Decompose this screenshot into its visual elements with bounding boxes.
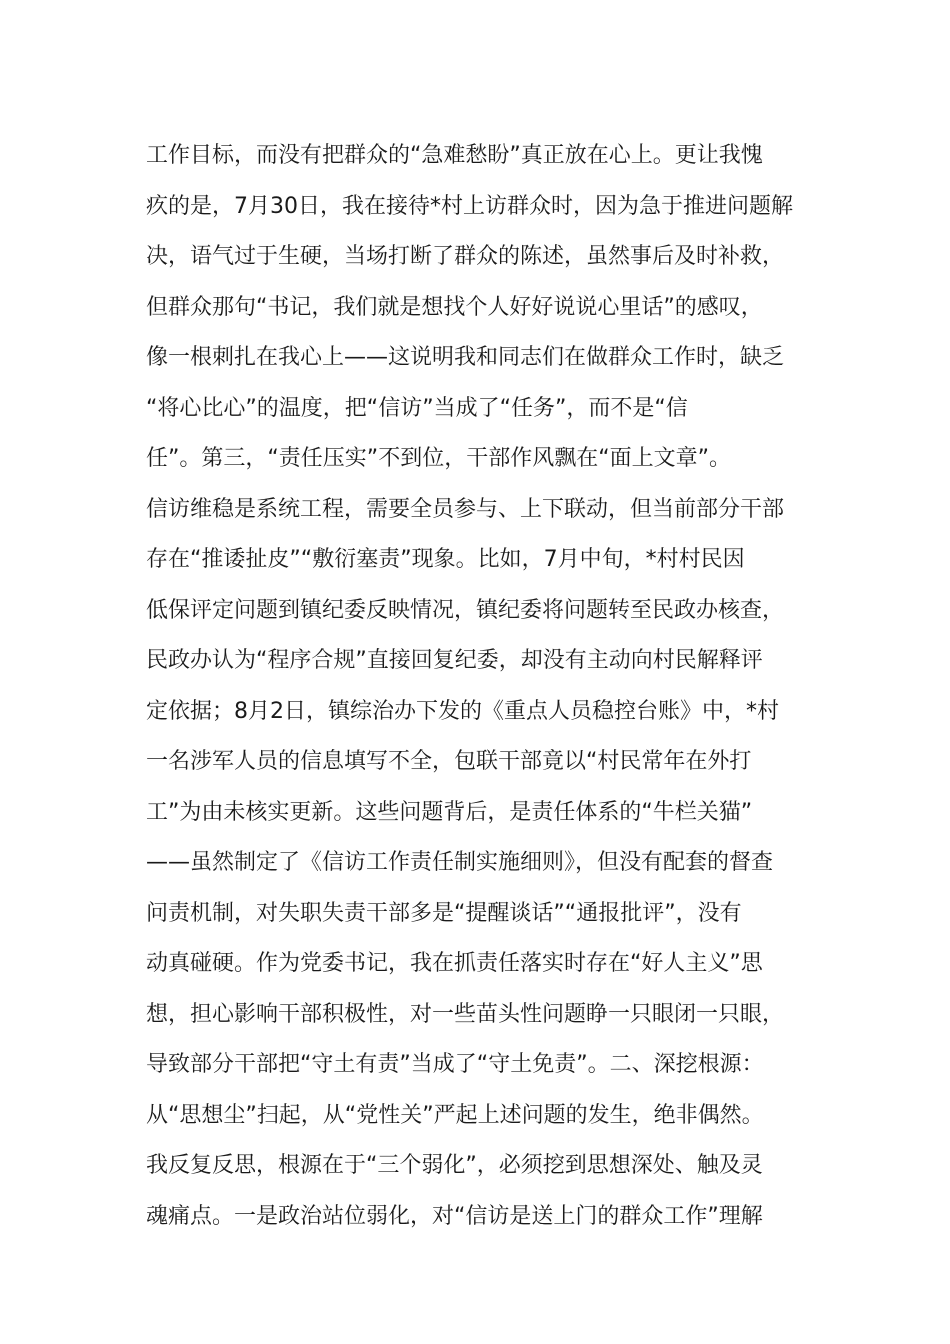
text-line: 从“思想尘”扫起，从“党性关”严起上述问题的发生，绝非偶然。	[146, 1102, 764, 1128]
text-line: 决，语气过于生硬，当场打断了群众的陈述，虽然事后及时补救，	[146, 244, 785, 269]
text-line: 工”为由未核实更新。这些问题背后，是责任体系的“牛栏关猫”	[146, 799, 753, 825]
text-line: ——虽然制定了《信访工作责任制实施细则》，但没有配套的督查	[146, 850, 774, 875]
text-line: 问责机制，对失职失责干部多是“提醒谈话”“通报批评”，没有	[146, 900, 742, 926]
text-line: 工作目标，而没有把群众的“急难愁盼”真正放在心上。更让我愧	[146, 143, 763, 168]
text-line: 低保评定问题到镇纪委反映情况，镇纪委将问题转至民政办核查，	[146, 597, 785, 623]
text-line: 像一根刺扎在我心上——这说明我和同志们在做群众工作时，缺乏	[146, 345, 785, 370]
text-line: 信访维稳是系统工程，需要全员参与、上下联动，但当前部分干部	[146, 496, 785, 522]
text-line: 定依据；8月2日，镇综治办下发的《重点人员稳控台账》中，*村	[146, 698, 779, 724]
body-text	[146, 131, 826, 1242]
text-line: 想，担心影响干部积极性，对一些苗头性问题睁一只眼闭一只眼，	[146, 1001, 785, 1027]
text-line: 存在“推诿扯皮”“敷衍塞责”现象。比如，7月中旬，*村村民因	[146, 547, 745, 572]
text-line: 任”。第三，“责任压实”不到位，干部作风飘在“面上文章”。	[146, 446, 731, 471]
text-line: 但群众那句“书记，我们就是想找个人好好说说心里话”的感叹，	[146, 294, 763, 320]
text-line: 疚的是，7月30日，我在接待*村上访群众时，因为急于推进问题解	[146, 193, 793, 219]
text-line: “将心比心”的温度，把“信访”当成了“任务”，而不是“信	[146, 395, 688, 421]
text-line: 民政办认为“程序合规”直接回复纪委，却没有主动向村民解释评	[146, 648, 763, 673]
text-line: 一名涉军人员的信息填写不全，包联干部竟以“村民常年在外打	[146, 749, 752, 774]
text-line: 魂痛点。一是政治站位弱化，对“信访是送上门的群众工作”理解	[146, 1203, 763, 1229]
text-line: 动真碰硬。作为党委书记，我在抓责任落实时存在“好人主义”思	[146, 951, 763, 976]
text-line: 我反复反思，根源在于“三个弱化”，必须挖到思想深处、触及灵	[146, 1153, 763, 1178]
text-line: 导致部分干部把“守土有责”当成了“守土免责”。二、深挖根源：	[146, 1052, 764, 1077]
